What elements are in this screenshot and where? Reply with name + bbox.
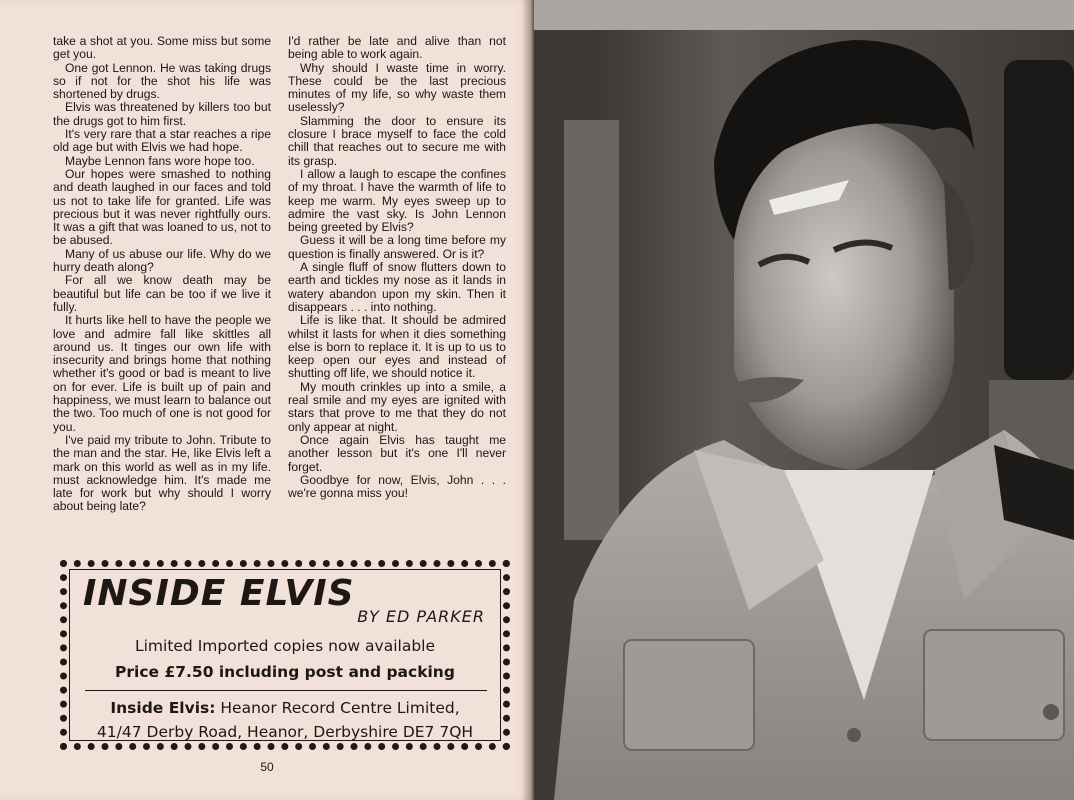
paragraph: It's very rare that a star reaches a ripe old age but with Elvis we had hope.: [53, 127, 271, 155]
paragraph: A single fluff of snow flutters down to earth and tickles my nose as it lands in watery abandon upon my skin. Then it disappears . . . into nothing.: [288, 260, 506, 314]
ad-address-line-1: [67, 699, 503, 717]
paragraph: Once again Elvis has taught me another lesson but it's one I'll never forget.: [288, 432, 506, 474]
paragraph: I allow a laugh to escape the confines of my throat. I have the warmth of life to keep me warm. My eyes sweep up to admire the vast sky. Is John Lennon being greeted by Elvis?: [288, 166, 506, 235]
page-number: 50: [260, 760, 274, 774]
paragraph: It hurts like hell to have the people we love and admire fall like skittles all around us. It tinges our own life with insecurity and brings home that nothing whether it's good or bad is meant to live on for ever. Life is built up of pain and happiness, we must learn to balance out the two. Too much of one is not good for you.: [53, 313, 271, 434]
ad-address-line-2: 41/47 Derby Road, Heanor, Derbyshire DE7 7QH: [96, 723, 474, 741]
ad-author: BY ED PARKER: [357, 607, 485, 626]
paragraph: Guess it will be a long time before my question is finally answered. Or is it?: [288, 233, 506, 261]
ad-divider: [85, 690, 487, 691]
ad-availability: Limited Imported copies now available: [134, 637, 436, 655]
right-page: [534, 0, 1074, 800]
ad-address-text: Heanor Record Centre Limited,: [215, 699, 460, 717]
paragraph: take a shot at you. Some miss but some get you.: [53, 34, 271, 62]
ad-price: Price £7.50 including post and packing: [115, 663, 455, 681]
left-page: [0, 0, 534, 800]
paragraph: Many of us abuse our life. Why do we hurry death along?: [53, 246, 271, 275]
paragraph: One got Lennon. He was taking drugs so if not for the shot his life was shortened by drugs.: [53, 60, 271, 102]
paragraph: I've paid my tribute to John. Tribute to the man and the star. He, like Elvis left a mark on this world as well as in my life. must acknowledge him. It's made me late for work but why should I worry about being late?: [53, 432, 271, 514]
paragraph: For all we know death may be beautiful but life can be too if we live it fully.: [53, 273, 271, 314]
paragraph: Slamming the door to ensure its closure I brace myself to face the cold chill that reaches out to secure me with its grasp.: [288, 113, 506, 168]
paragraph: My mouth crinkles up into a smile, a real smile and my eyes are ignited with stars that prove to me that they do not only appear at night.: [288, 379, 506, 434]
article-column-2: [288, 35, 506, 500]
paragraph: Elvis was threatened by killers too but the drugs got to him first.: [53, 100, 271, 128]
paragraph: I'd rather be late and alive than not being able to work again.: [288, 34, 506, 62]
paragraph: Goodbye for now, Elvis, John . . . we're gonna miss you!: [288, 472, 506, 501]
article-column-1: [53, 35, 271, 514]
paragraph: Life is like that. It should be admired whilst it lasts for when it dies something else is born to replace it. It is up to us to keep open our eyes and instead of shutting off life, we should notice it.: [288, 313, 506, 381]
ad-title: INSIDE ELVIS: [83, 573, 355, 614]
paragraph: Why should I waste time in worry. These could be the last precious minutes of my life, so why waste them uselessly?: [288, 60, 506, 115]
book-advertisement: [60, 560, 510, 750]
portrait-photo-icon: [534, 0, 1074, 800]
paragraph: Our hopes were smashed to nothing and death laughed in our faces and told us not to take life for granted. Life was precious but it was never rightfully ours. It was a gift that was loaned to us, not to be abused.: [53, 166, 271, 248]
paragraph: Maybe Lennon fans wore hope too.: [65, 153, 255, 168]
ad-address-label: Inside Elvis:: [110, 699, 216, 717]
